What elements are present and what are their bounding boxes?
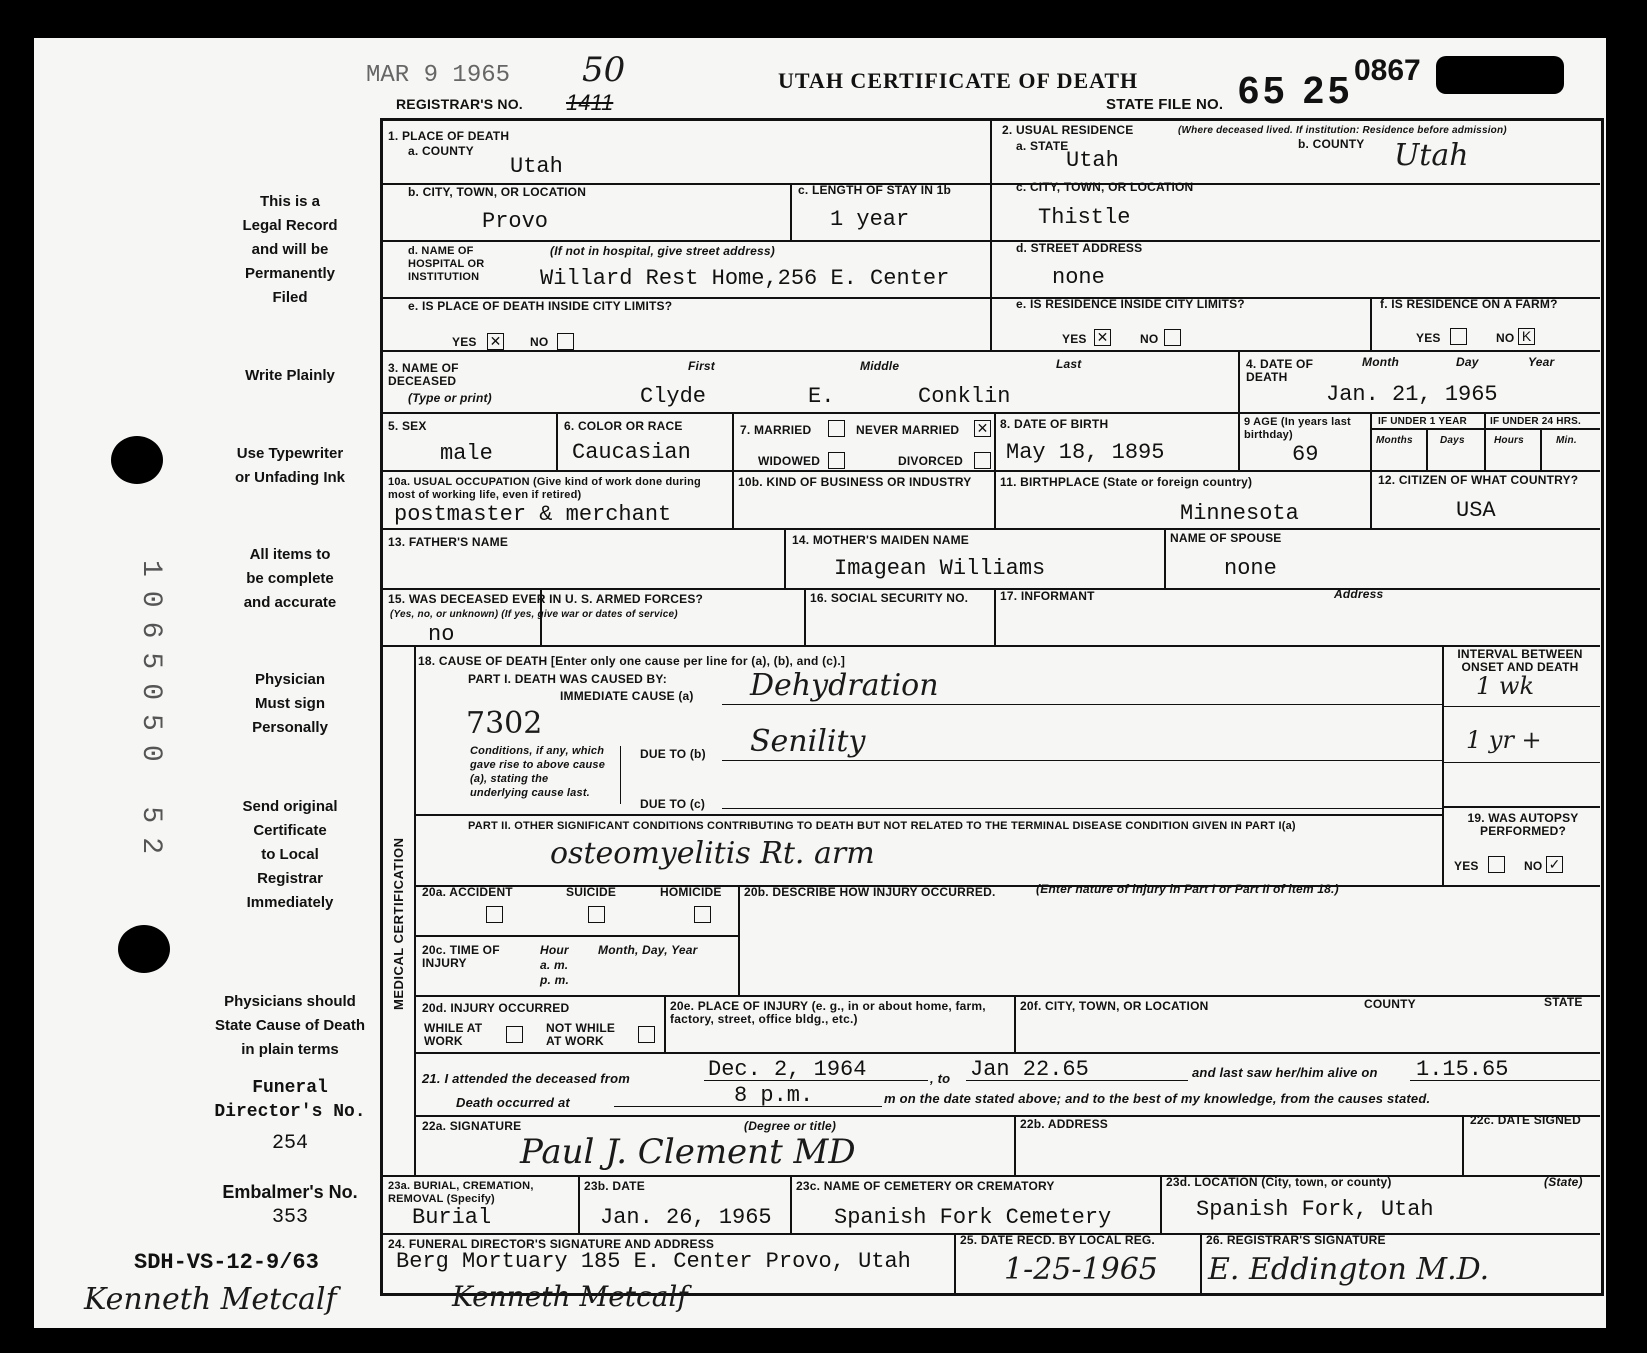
divorced-checkbox[interactable] xyxy=(974,452,991,469)
last-seen-alive: 1.15.65 xyxy=(1416,1057,1509,1082)
inside-city-yes-checkbox[interactable]: ✕ xyxy=(487,333,504,350)
residence-note: (Where deceased lived. If institution: Residence before admission) xyxy=(1178,125,1507,136)
farm-yes-checkbox[interactable] xyxy=(1450,328,1467,345)
first-name: Clyde xyxy=(640,384,707,409)
autopsy-no-checkbox[interactable]: ✓ xyxy=(1546,856,1563,873)
autopsy-label: 19. WAS AUTOPSY PERFORMED? xyxy=(1467,811,1579,838)
cause-b: Senility xyxy=(750,724,866,759)
homicide-checkbox[interactable] xyxy=(694,906,711,923)
date-signed-label: 22c. DATE SIGNED xyxy=(1470,1113,1582,1127)
county-label: a. COUNTY xyxy=(408,144,474,158)
how-injury-note: (Enter nature of injury in Part I or Part II of item 18.) xyxy=(1036,882,1339,896)
no-label: NO xyxy=(1140,332,1159,346)
part1-label: PART I. DEATH WAS CAUSED BY: xyxy=(468,672,667,686)
state-file-label: STATE FILE NO. xyxy=(1106,96,1224,113)
registrar-signature-label: 26. REGISTRAR'S SIGNATURE xyxy=(1206,1233,1386,1247)
address-label: Address xyxy=(1334,587,1384,601)
res-county-label: b. COUNTY xyxy=(1298,137,1365,151)
no-label: NO xyxy=(1524,859,1543,873)
embalmer-signature: Kenneth Metcalf xyxy=(84,1282,337,1317)
citizen: USA xyxy=(1456,498,1496,523)
no-label: NO xyxy=(1496,331,1515,345)
year-label: Year xyxy=(1528,355,1555,369)
res-inside-yes-checkbox[interactable]: ✕ xyxy=(1094,329,1111,346)
accident-checkbox[interactable] xyxy=(486,906,503,923)
sidebar-plain: Physicians should State Cause of Death in plain terms xyxy=(214,993,366,1058)
age: 69 xyxy=(1292,442,1319,467)
never-married-checkbox[interactable]: ✕ xyxy=(974,420,991,437)
min-label: Min. xyxy=(1556,435,1577,446)
occupation: postmaster & merchant xyxy=(394,502,672,527)
last-label: Last xyxy=(1056,357,1082,371)
signature-label: 22a. SIGNATURE xyxy=(422,1119,522,1133)
res-inside-no-checkbox[interactable] xyxy=(1164,329,1181,346)
degree-label: (Degree or title) xyxy=(744,1119,837,1133)
res-state-label: a. STATE xyxy=(1016,139,1069,153)
date-of-death: Jan. 21, 1965 xyxy=(1326,382,1498,407)
accident-label: 20a. ACCIDENT xyxy=(422,885,513,899)
res-county: Utah xyxy=(1394,138,1469,173)
funeral-director-signature: Kenneth Metcalf xyxy=(452,1280,688,1313)
sidebar-write: Write Plainly xyxy=(245,367,335,384)
age-label: 9 AGE (In years last birthday) xyxy=(1244,416,1351,441)
funeral-director: Berg Mortuary 185 E. Center Provo, Utah xyxy=(396,1249,911,1274)
res-street-label: d. STREET ADDRESS xyxy=(1016,241,1143,255)
month-label: Month xyxy=(1362,355,1399,369)
res-street: none xyxy=(1052,265,1105,290)
cemetery-label: 23c. NAME OF CEMETERY OR CREMATORY xyxy=(796,1179,1055,1193)
res-state: Utah xyxy=(1066,148,1119,173)
place-of-injury-label: 20e. PLACE OF INJURY (e. g., in or about home, farm, factory, street, office bldg., etc.) xyxy=(670,999,986,1026)
registrar-no-crossed: 1411 xyxy=(566,90,614,115)
father-label: 13. FATHER'S NAME xyxy=(388,535,509,549)
location-state-label: (State) xyxy=(1544,1175,1583,1189)
interval-b: 1 yr + xyxy=(1466,726,1542,754)
to-label: , to xyxy=(930,1071,951,1086)
suicide-checkbox[interactable] xyxy=(588,906,605,923)
sex-label: 5. SEX xyxy=(388,419,427,433)
while-at-work-label: WHILE AT WORK xyxy=(424,1021,483,1048)
date-received-label: 25. DATE RECD. BY LOCAL REG. xyxy=(960,1233,1155,1247)
not-while-at-work-label: NOT WHILE AT WORK xyxy=(546,1021,616,1048)
under-1-year-label: IF UNDER 1 YEAR xyxy=(1378,416,1467,427)
attended-from: Dec. 2, 1964 xyxy=(708,1057,867,1082)
received-stamp: MAR 9 1965 xyxy=(366,62,511,89)
injury-state-label: STATE xyxy=(1544,995,1583,1009)
injury-city-label: 20f. CITY, TOWN, OR LOCATION xyxy=(1020,999,1209,1013)
deceased-label: 3. NAME OF DECEASED xyxy=(388,361,459,388)
inside-city-label: e. IS PLACE OF DEATH INSIDE CITY LIMITS? xyxy=(408,299,673,313)
burial-location: Spanish Fork, Utah xyxy=(1196,1197,1434,1222)
certificate-title: UTAH CERTIFICATE OF DEATH xyxy=(778,68,1139,93)
injury-occurred-label: 20d. INJURY OCCURRED xyxy=(422,1001,570,1015)
stay-label: c. LENGTH OF STAY IN 1b xyxy=(798,183,952,197)
yes-label: YES xyxy=(452,335,477,349)
while-at-work-checkbox[interactable] xyxy=(506,1026,523,1043)
farm-label: f. IS RESIDENCE ON A FARM? xyxy=(1380,297,1558,311)
autopsy-yes-checkbox[interactable] xyxy=(1488,856,1505,873)
sidebar-typewriter: Use Typewriter or Unfading Ink xyxy=(235,445,345,486)
form-frame xyxy=(380,118,1604,1296)
physician-signature: Paul J. Clement MD xyxy=(520,1132,856,1172)
embalmer-label: Embalmer's No. xyxy=(222,1182,358,1202)
length-of-stay: 1 year xyxy=(830,207,910,232)
sex: male xyxy=(440,441,493,466)
hour-label: Hour xyxy=(540,943,569,957)
hospital-label: d. NAME OF HOSPITAL OR INSTITUTION xyxy=(408,245,485,283)
res-inside-label: e. IS RESIDENCE INSIDE CITY LIMITS? xyxy=(1016,297,1245,311)
yes-label: YES xyxy=(1416,331,1441,345)
dob-label: 8. DATE OF BIRTH xyxy=(1000,417,1109,431)
redaction-bar xyxy=(1436,56,1564,94)
yes-label: YES xyxy=(1062,332,1087,346)
hospital-name: Willard Rest Home,256 E. Center xyxy=(540,266,950,291)
days-label: Days xyxy=(1440,435,1465,446)
under-24-hrs-label: IF UNDER 24 HRS. xyxy=(1490,416,1581,427)
immediate-cause-label: IMMEDIATE CAUSE (a) xyxy=(560,689,694,703)
date-of-birth: May 18, 1895 xyxy=(1006,440,1165,465)
interval-label: INTERVAL BETWEEN ONSET AND DEATH xyxy=(1457,647,1583,674)
first-label: First xyxy=(688,359,716,373)
state-file-no: 65 25 xyxy=(1238,70,1354,112)
physician-address-label: 22b. ADDRESS xyxy=(1020,1117,1108,1131)
month-day-year-label: Month, Day, Year xyxy=(598,943,698,957)
married-checkbox[interactable] xyxy=(828,420,845,437)
place-county: Utah xyxy=(510,154,563,179)
farm-no-checkbox[interactable]: K xyxy=(1518,328,1535,345)
informant-label: 17. INFORMANT xyxy=(1000,589,1095,603)
interval-a: 1 wk xyxy=(1476,672,1534,700)
armed-forces-label: 15. WAS DECEASED EVER IN U. S. ARMED FORCES? xyxy=(388,592,704,606)
widowed-checkbox[interactable] xyxy=(828,452,845,469)
race: Caucasian xyxy=(572,440,691,465)
residence-label: 2. USUAL RESIDENCE xyxy=(1002,123,1134,137)
res-city: Thistle xyxy=(1038,205,1131,230)
injury-county-label: COUNTY xyxy=(1364,997,1416,1011)
middle-name: E. xyxy=(808,384,835,409)
am-label: a. m. xyxy=(540,958,569,972)
pm-label: p. m. xyxy=(540,973,570,987)
disposition: Burial xyxy=(412,1205,492,1230)
mother-label: 14. MOTHER'S MAIDEN NAME xyxy=(792,533,970,547)
state-file-handwritten: 0867 xyxy=(1354,54,1421,87)
location-label: 23d. LOCATION (City, town, or county) xyxy=(1166,1175,1392,1189)
form-number: SDH-VS-12-9/63 xyxy=(134,1250,319,1275)
sidebar-complete: All items to be complete and accurate xyxy=(243,546,337,611)
res-city-label: c. CITY, TOWN, OR LOCATION xyxy=(1016,180,1194,194)
registrar-no-label: REGISTRAR'S NO. xyxy=(396,96,523,112)
death-occurred-label: Death occurred at xyxy=(456,1095,570,1110)
middle-label: Middle xyxy=(860,359,900,373)
not-while-at-work-checkbox[interactable] xyxy=(638,1026,655,1043)
how-injury-label: 20b. DESCRIBE HOW INJURY OCCURRED. xyxy=(744,885,996,899)
date-of-death-label: 4. DATE OF DEATH xyxy=(1246,357,1314,384)
registrar-signature: E. Eddington M.D. xyxy=(1208,1252,1490,1287)
time-of-injury-label: 20c. TIME OF INJURY xyxy=(422,943,500,970)
immediate-cause: Dehydration xyxy=(750,668,939,703)
burial-date: Jan. 26, 1965 xyxy=(600,1205,772,1230)
cause-code: 7302 xyxy=(466,706,543,741)
type-note: (Type or print) xyxy=(408,391,492,405)
place-of-death-label: 1. PLACE OF DEATH xyxy=(388,129,510,143)
divorced-label: DIVORCED xyxy=(898,454,963,468)
funeral-director-label: 24. FUNERAL DIRECTOR'S SIGNATURE AND ADDRESS xyxy=(388,1237,715,1251)
married-label: 7. MARRIED xyxy=(740,423,812,437)
business-label: 10b. KIND OF BUSINESS OR INDUSTRY xyxy=(738,475,972,489)
conditions-note: Conditions, if any, which gave rise to above cause (a), stating the underlying cause last. xyxy=(470,745,606,799)
day-label: Day xyxy=(1456,355,1479,369)
sidebar-send: Send original Certificate to Local Registrar Immediately xyxy=(242,798,338,911)
due-to-c-label: DUE TO (c) xyxy=(640,797,706,811)
registrar-no-written: 50 xyxy=(582,50,626,90)
hours-label: Hours xyxy=(1494,435,1524,446)
birthplace: Minnesota xyxy=(1180,501,1299,526)
funeral-director-no: 254 xyxy=(271,1132,308,1155)
spouse-label: NAME OF SPOUSE xyxy=(1170,531,1282,545)
time-of-death: 8 p.m. xyxy=(734,1083,814,1108)
city-label: b. CITY, TOWN, OR LOCATION xyxy=(408,185,587,199)
months-label: Months xyxy=(1376,435,1413,446)
race-label: 6. COLOR OR RACE xyxy=(564,419,683,433)
widowed-label: WIDOWED xyxy=(758,454,821,468)
spouse: none xyxy=(1224,556,1277,581)
part2-conditions: osteomyelitis Rt. arm xyxy=(550,836,875,871)
last-saw-label: and last saw her/him alive on xyxy=(1192,1065,1378,1080)
hospital-note: (If not in hospital, give street address) xyxy=(550,244,775,258)
never-married-label: NEVER MARRIED xyxy=(856,423,960,437)
attended-label: 21. I attended the deceased from xyxy=(422,1071,630,1086)
yes-label: YES xyxy=(1454,859,1479,873)
embalmer-no: 353 xyxy=(271,1206,308,1229)
mother-maiden-name: Imagean Williams xyxy=(834,556,1046,581)
disposition-label: 23a. BURIAL, CREMATION, REMOVAL (Specify) xyxy=(388,1180,534,1205)
suicide-label: SUICIDE xyxy=(566,885,617,899)
inside-city-no-checkbox[interactable] xyxy=(557,333,574,350)
ssn-label: 16. SOCIAL SECURITY NO. xyxy=(810,591,969,605)
funeral-director-label: Funeral Director's No. xyxy=(214,1078,366,1122)
cause-of-death-label: 18. CAUSE OF DEATH [Enter only one cause per line for (a), (b), and (c).] xyxy=(418,654,846,668)
attended-to: Jan 22.65 xyxy=(970,1057,1089,1082)
part2-label: PART II. OTHER SIGNIFICANT CONDITIONS CONTRIBUTING TO DEATH BUT NOT RELATED TO THE TERMINAL DISEASE CONDITION GIVEN IN PART I(a) xyxy=(468,820,1296,832)
due-to-b-label: DUE TO (b) xyxy=(640,747,706,761)
sidebar-physician: Physician Must sign Personally xyxy=(252,671,328,736)
birthplace-label: 11. BIRTHPLACE (State or foreign country) xyxy=(1000,475,1253,489)
occupation-label: 10a. USUAL OCCUPATION (Give kind of work done during most of working life, even if retired) xyxy=(388,476,701,501)
homicide-label: HOMICIDE xyxy=(660,885,722,899)
last-name: Conklin xyxy=(918,384,1011,409)
cemetery: Spanish Fork Cemetery xyxy=(834,1205,1112,1230)
certification-statement: m on the date stated above; and to the best of my knowledge, from the causes stated. xyxy=(884,1091,1431,1106)
armed-forces: no xyxy=(428,622,455,647)
burial-date-label: 23b. DATE xyxy=(584,1179,645,1193)
citizen-label: 12. CITIZEN OF WHAT COUNTRY? xyxy=(1378,473,1579,487)
place-city: Provo xyxy=(482,209,549,234)
medical-certification-label: MEDICAL CERTIFICATION xyxy=(391,837,406,1010)
no-label: NO xyxy=(530,335,549,349)
date-received: 1-25-1965 xyxy=(1004,1252,1158,1287)
punch-hole xyxy=(111,436,163,484)
armed-forces-note: (Yes, no, or unknown) (If yes, give war or dates of service) xyxy=(390,609,678,620)
sidebar-legal: This is a Legal Record and will be Permanently Filed xyxy=(242,193,338,306)
vertical-file-number: 1065050 52 xyxy=(135,560,166,869)
